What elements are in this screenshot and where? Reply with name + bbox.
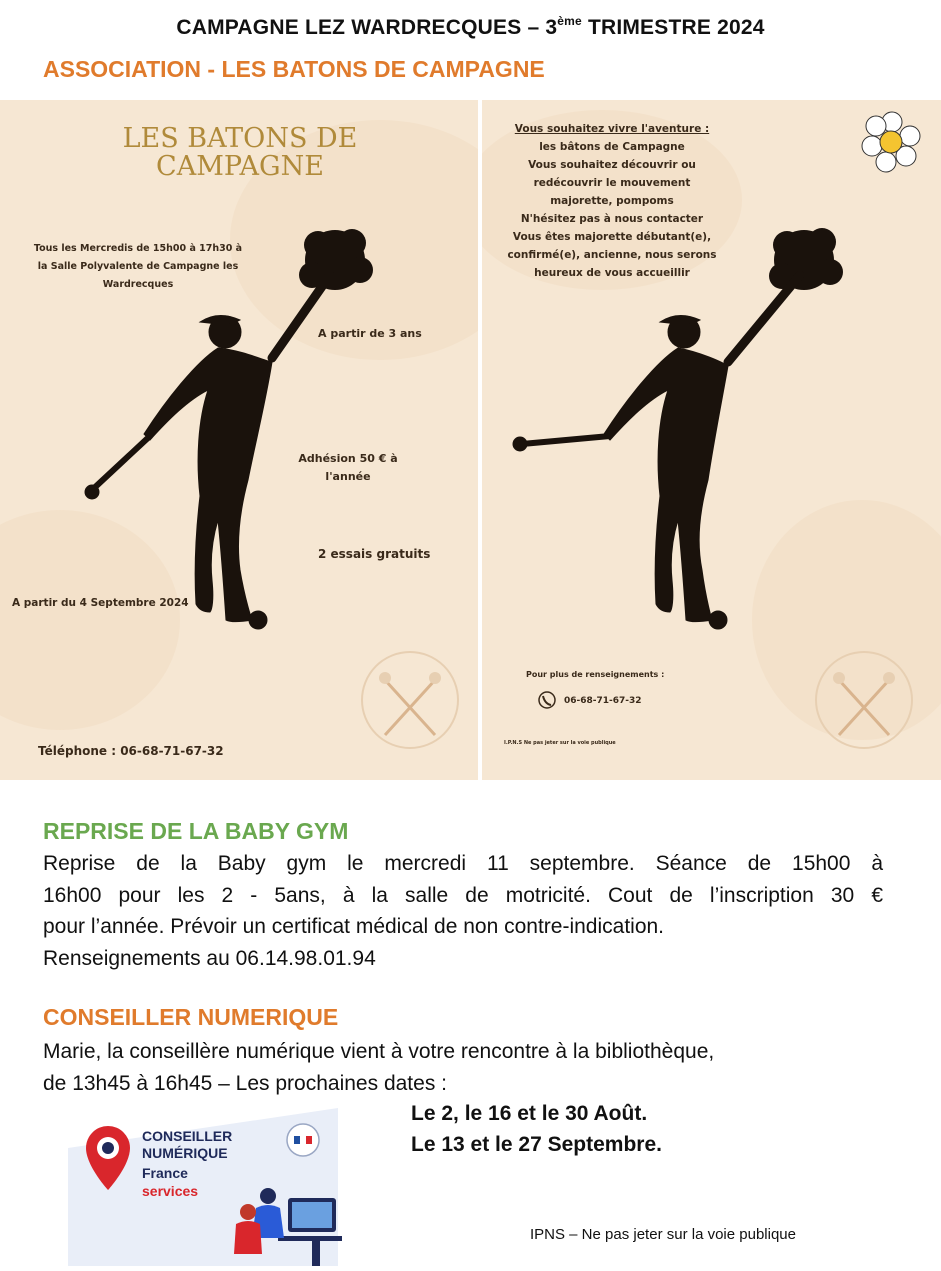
schedule-line: la Salle Polyvalente de Campagne les [37,261,239,272]
poster-message [482,120,742,282]
poster-fee [288,450,408,486]
baby-gym-section-title: REPRISE DE LA BABY GYM [43,818,349,844]
association-section-title: ASSOCIATION - LES BATONS DE CAMPAGNE [43,56,545,82]
pompom-icon [299,229,373,290]
conseiller-paragraph [43,1036,903,1099]
paragraph-line: Renseignements au 06.14.98.01.94 [43,946,376,970]
fee-line: l'année [325,470,371,483]
poster-left-illustration [0,100,478,780]
france-services-seal-icon [287,1124,319,1156]
poster-right-phone: 06-68-71-67-32 [564,696,642,706]
poster-trials: 2 essais gratuits [318,547,431,561]
paragraph-line: pour l’année. Prévoir un certificat médical de non contre-indication. [43,915,665,938]
title-superscript: ème [557,14,582,28]
title-suffix: TRIMESTRE 2024 [581,16,765,39]
cn-logo-france-services [142,1164,198,1200]
message-line: Vous souhaitez découvrir ou [528,159,696,171]
message-line: Vous êtes majorette débutant(e), [512,231,712,243]
poster-info-label: Pour plus de renseignements : [526,670,665,679]
paragraph-line: de 13h45 à 16h45 – Les prochaines dates : [43,1071,447,1095]
poster-ipns: I.P.N.S Ne pas jeter sur la voie publique [504,740,616,746]
page-title [0,14,941,40]
message-line: redécouvrir le mouvement [533,177,691,189]
conseiller-section-title: CONSEILLER NUMERIQUE [43,1004,339,1030]
schedule-line: Wardrecques [102,279,174,290]
pompom-icon [769,228,843,290]
message-line: heureux de vous accueillir [534,267,690,279]
logo-line: NUMÉRIQUE [142,1145,228,1161]
poster-left [0,100,478,780]
upcoming-dates [411,1098,662,1160]
paragraph-line: 16h00 pour les 2 - 5ans, à la salle de motricité. Cout de l’inscription 30 € [43,883,883,907]
message-line: Vous souhaitez vivre l'aventure : [514,123,710,135]
title-prefix: CAMPAGNE LEZ WARDRECQUES – 3 [176,16,558,39]
paragraph-line: Reprise de la Baby gym le mercredi 11 septembre. Séance de 15h00 à [43,852,883,875]
poster-schedule [8,240,268,294]
batons-badge-icon [362,652,458,748]
majorette-silhouette [513,275,800,629]
dates-line: Le 13 et le 27 Septembre. [411,1133,662,1156]
dates-line: Le 2, le 16 et le 30 Août. [411,1102,648,1125]
message-line: N'hésitez pas à nous contacter [520,213,704,225]
poster-right [482,100,941,780]
baby-gym-paragraph [43,848,883,974]
footer-notice: IPNS – Ne pas jeter sur la voie publique [530,1226,796,1243]
poster-age: A partir de 3 ans [318,327,422,340]
conseiller-numerique-logo [68,1108,358,1266]
message-line: majorette, pompoms [550,195,674,207]
cn-logo-wordmark [142,1128,232,1162]
logo-line: CONSEILLER [142,1128,233,1144]
paragraph-line: Marie, la conseillère numérique vient à votre rencontre à la bibliothèque, [43,1040,715,1063]
poster-heading [100,125,380,181]
poster-heading-line: LES BATONS DE [122,123,358,154]
message-line: les bâtons de Campagne [539,141,685,153]
schedule-line: Tous les Mercredis de 15h00 à 17h30 à [33,243,243,254]
poster-phone: Téléphone : 06-68-71-67-32 [38,744,224,758]
poster-start-date: A partir du 4 Septembre 2024 [12,597,189,609]
logo-line: services [142,1183,199,1199]
poster-heading-line: CAMPAGNE [156,151,324,182]
phone-icon [539,692,555,708]
flower-icon [862,112,920,172]
message-line: confirmé(e), ancienne, nous serons [507,249,717,261]
fee-line: Adhésion 50 € à [298,452,398,465]
logo-line: France [142,1165,188,1181]
